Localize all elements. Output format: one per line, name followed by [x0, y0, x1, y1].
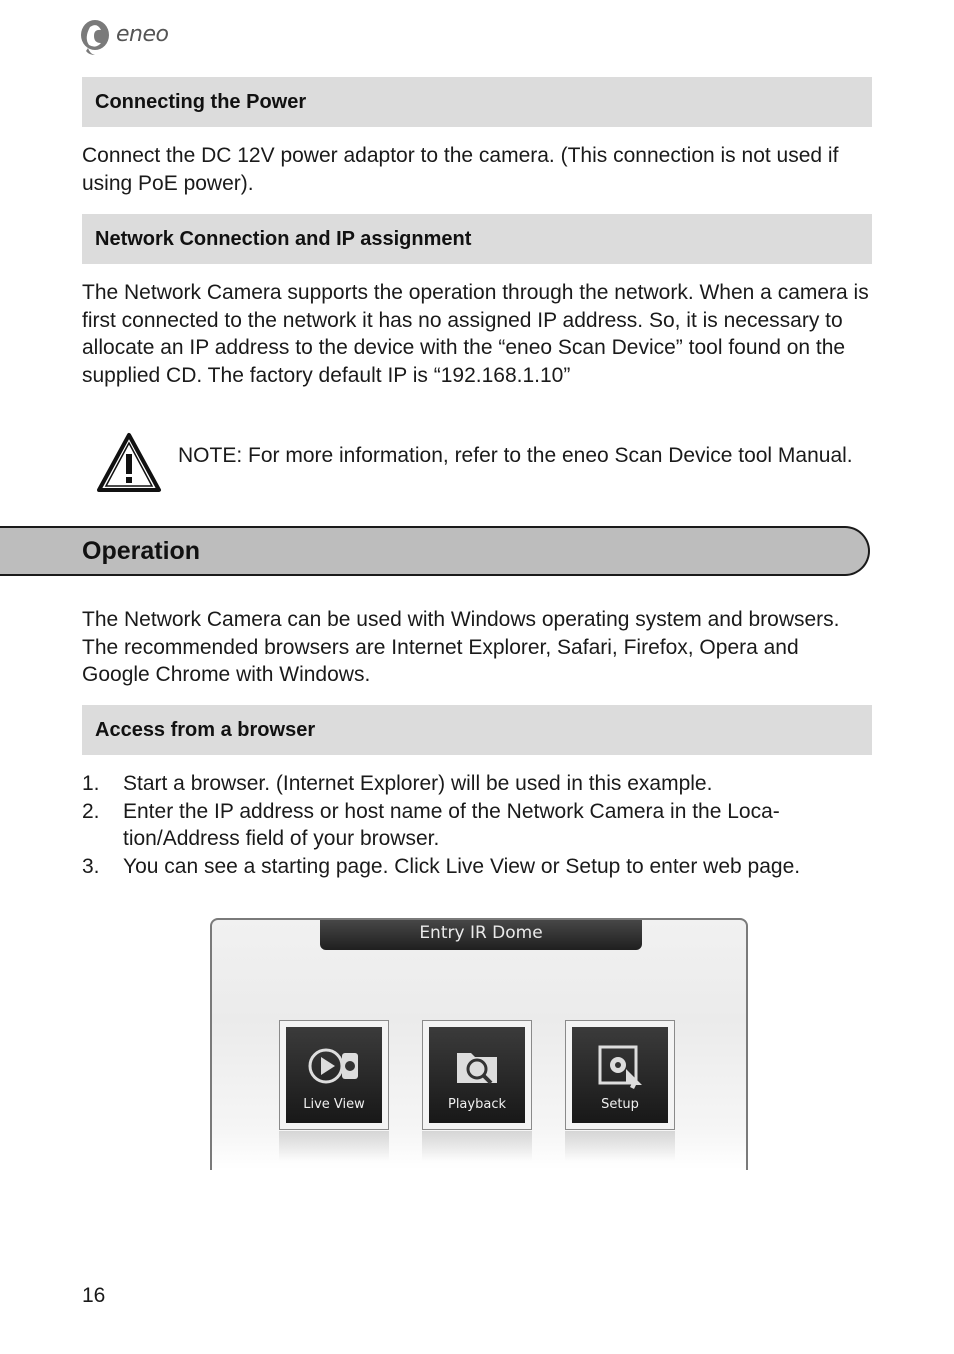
- live-view-icon: [308, 1043, 360, 1089]
- note-text: NOTE: For more information, refer to the eneo Scan Device tool Manual.: [178, 444, 853, 467]
- operation-heading: Operation: [82, 537, 201, 565]
- setup-icon: [594, 1043, 646, 1089]
- network-paragraph: The Network Camera supports the operation through the network. When a camera is first connected to the network it has no assigned IP address. So, it is necessary to allocate an IP address to the device with the “eneo Scan Device” tool found on the supplied CD. The factory default IP is “192.168.1.10”: [82, 281, 869, 387]
- page-number: 16: [82, 1284, 106, 1307]
- power-paragraph: Connect the DC 12V power adaptor to the camera. (This connection is not used if using PoE power).: [82, 144, 839, 195]
- playback-icon: [451, 1043, 503, 1089]
- setup-button[interactable]: [565, 1020, 675, 1130]
- setup-label: Setup: [601, 1097, 639, 1112]
- playback-button[interactable]: [422, 1020, 532, 1130]
- start-page-title: Entry IR Dome: [320, 918, 642, 950]
- section-heading-power: Connecting the Power: [82, 77, 872, 127]
- section-heading-network: Network Connection and IP assignment: [82, 214, 872, 264]
- list-item: 1. Start a browser. (Internet Explorer) will be used in this example.: [82, 772, 713, 795]
- eneo-logo: [80, 18, 190, 58]
- section-heading-access: Access from a browser: [82, 705, 872, 755]
- list-item: 2. Enter the IP address or host name of the Network Camera in the Loca-tion/Address field of your browser.: [82, 799, 780, 850]
- steps-list: [82, 770, 872, 880]
- live-view-label: Live View: [303, 1097, 365, 1112]
- live-view-button[interactable]: [279, 1020, 389, 1130]
- list-item: 3. You can see a starting page. Click Live View or Setup to enter web page.: [82, 854, 801, 878]
- tile-reflection: [279, 1131, 389, 1161]
- browser-start-page-screenshot: [210, 918, 748, 1170]
- eneo-logo-word: eneo: [116, 22, 169, 47]
- playback-label: Playback: [447, 1097, 506, 1112]
- eneo-logo-icon: [80, 18, 112, 56]
- tile-reflection: [565, 1131, 675, 1161]
- operation-paragraph: The Network Camera can be used with Windows operating system and browsers. The recommended browsers are Internet Explorer, Safari, Firefox, Opera and Google Chrome with Windows.: [82, 608, 840, 686]
- tile-reflection: [422, 1131, 532, 1161]
- warning-icon: [96, 432, 162, 494]
